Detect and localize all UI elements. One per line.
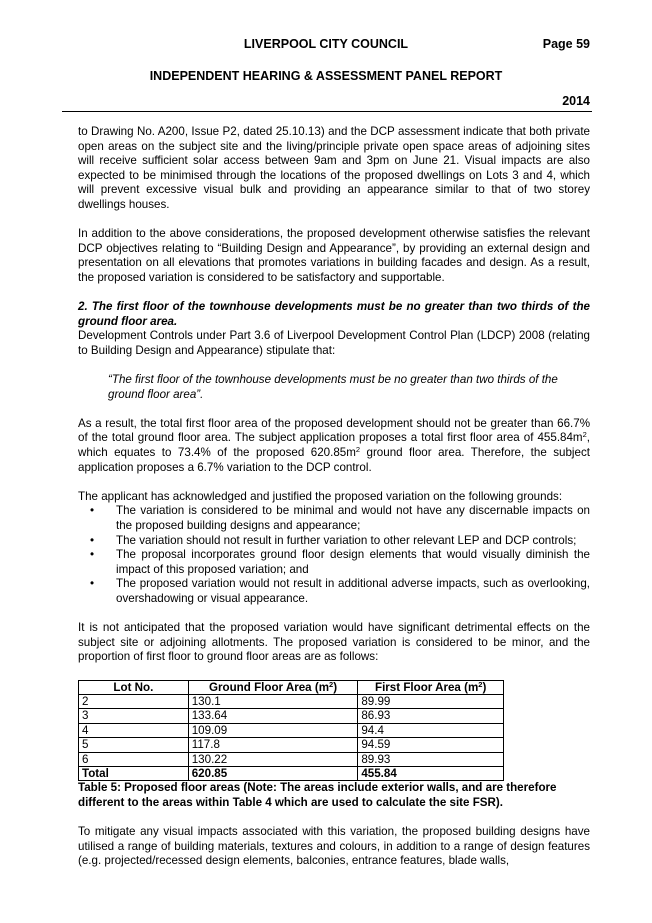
bullet-icon: • bbox=[90, 577, 95, 591]
table-row bbox=[79, 752, 504, 766]
paragraph-solar-access: to Drawing No. A200, Issue P2, dated 25.10.13) and the DCP assessment indicate that both private open areas on the subject site and the living/principle private open space areas of adjoining sites will receive sufficient solar access between 9am and 3pm on June 21. Visual impacts are also expected to be minimised through the locations of the proposed dwellings on Lots 3 and 4, which will prevent excessive visual bulk and providing an appearance similar to that of two storey dwellings houses. bbox=[78, 125, 590, 211]
bullet-icon: • bbox=[90, 533, 95, 547]
table-row bbox=[79, 738, 504, 752]
list-item: • The proposed variation would not result in additional adverse impacts, such as overlooking, overshadowing or visual appearance. bbox=[90, 577, 590, 605]
table-total-row bbox=[79, 767, 504, 781]
header-rule bbox=[62, 111, 592, 112]
cell-total-first: 455.84 bbox=[358, 767, 504, 781]
list-item: • The variation is considered to be minimal and would not have any discernable impacts on the proposed building designs and appearance; bbox=[90, 504, 590, 533]
paragraph-mitigation: To mitigate any visual impacts associated with this variation, the proposed building designs have utilised a range of building materials, textures and colours, in addition to a range of design features (e.g. projected/recessed design elements, balconies, entrance features, blade walls, bbox=[78, 825, 590, 868]
header-year: 2014 bbox=[562, 94, 590, 108]
cell-ground: 130.22 bbox=[188, 752, 358, 766]
document-body bbox=[78, 125, 590, 884]
quoted-control: “The first floor of the townhouse developments must be no greater than two thirds of the ground floor area”. bbox=[108, 373, 558, 401]
cell-first: 86.93 bbox=[358, 709, 504, 723]
paragraph-applicant-grounds: The applicant has acknowledged and justified the proposed variation on the following grounds: bbox=[78, 489, 563, 503]
cell-first: 89.93 bbox=[358, 752, 504, 766]
header-council: LIVERPOOL CITY COUNCIL bbox=[243, 37, 409, 51]
cell-ground: 130.1 bbox=[188, 694, 358, 708]
cell-lot: 4 bbox=[79, 723, 189, 737]
paragraph-floor-area-variation: As a result, the total first floor area of the proposed development should not be greater than 66.7% of the total ground floor area. The subject application proposes a total first floor area of $455.84m^2$, which equates to 73.4% of the proposed $620.85m^2$ ground floor area. Therefore, the subject application proposes a 6.7% variation to the DCP control. bbox=[78, 416, 590, 474]
list-item: • The proposal incorporates ground floor design elements that would visually diminish the impact of this proposed variation; and bbox=[90, 548, 590, 576]
bullet-icon: • bbox=[90, 504, 95, 518]
cell-ground: 133.64 bbox=[188, 709, 358, 723]
column-header-lot: Lot No. bbox=[79, 680, 189, 694]
cell-first: 94.59 bbox=[358, 738, 504, 752]
paragraph-development-controls: Development Controls under Part 3.6 of Liverpool Development Control Plan (LDCP) 2008 (relating to Building Design and Appearance) stipulate that: bbox=[78, 329, 590, 357]
cell-total-ground: 620.85 bbox=[188, 767, 358, 781]
table-row bbox=[79, 694, 504, 708]
table-caption: Table 5: Proposed floor areas (Note: The areas include exterior walls, and are therefore different to the areas within Table 4 which are used to calculate the site FSR). bbox=[78, 781, 557, 809]
table-row bbox=[79, 709, 504, 723]
table-header-row bbox=[79, 680, 504, 694]
cell-first: 94.4 bbox=[358, 723, 504, 737]
column-header-ground: Ground Floor Area $(m^2)$ bbox=[188, 680, 358, 694]
grounds-list bbox=[78, 504, 590, 606]
column-header-first: First Floor Area $(m^2)$ bbox=[358, 680, 504, 694]
cell-lot: 3 bbox=[79, 709, 189, 723]
cell-lot: 6 bbox=[79, 752, 189, 766]
paragraph-proportion: It is not anticipated that the proposed variation would have significant detrimental effects on the subject site or adjoining allotments. The proposed variation is considered to be minor, and the proportion of first floor to ground floor areas are as follows: bbox=[78, 621, 590, 664]
list-item: • The variation should not result in further variation to other relevant LEP and DCP controls; bbox=[90, 533, 577, 547]
header-page-number: Page 59 bbox=[542, 37, 590, 51]
cell-total-label: Total bbox=[79, 767, 189, 781]
table-row bbox=[79, 723, 504, 737]
header-report-title: INDEPENDENT HEARING & ASSESSMENT PANEL REPORT bbox=[149, 69, 503, 83]
cell-ground: 109.09 bbox=[188, 723, 358, 737]
cell-lot: 5 bbox=[79, 738, 189, 752]
bullet-icon: • bbox=[90, 548, 95, 562]
cell-first: 89.99 bbox=[358, 694, 504, 708]
floor-area-table bbox=[78, 680, 504, 782]
cell-ground: 117.8 bbox=[188, 738, 358, 752]
section-heading-first-floor: 2. The first floor of the townhouse developments must be no greater than two thirds of the ground floor area. bbox=[78, 300, 590, 328]
cell-lot: 2 bbox=[79, 694, 189, 708]
paragraph-dcp-objectives: In addition to the above considerations, the proposed development otherwise satisfies the relevant DCP objectives relating to “Building Design and Appearance”, by providing an external design and presentation on all elevations that promotes variations in building facades and design. As a result, the proposed variation is considered to be satisfactory and supportable. bbox=[78, 227, 590, 284]
